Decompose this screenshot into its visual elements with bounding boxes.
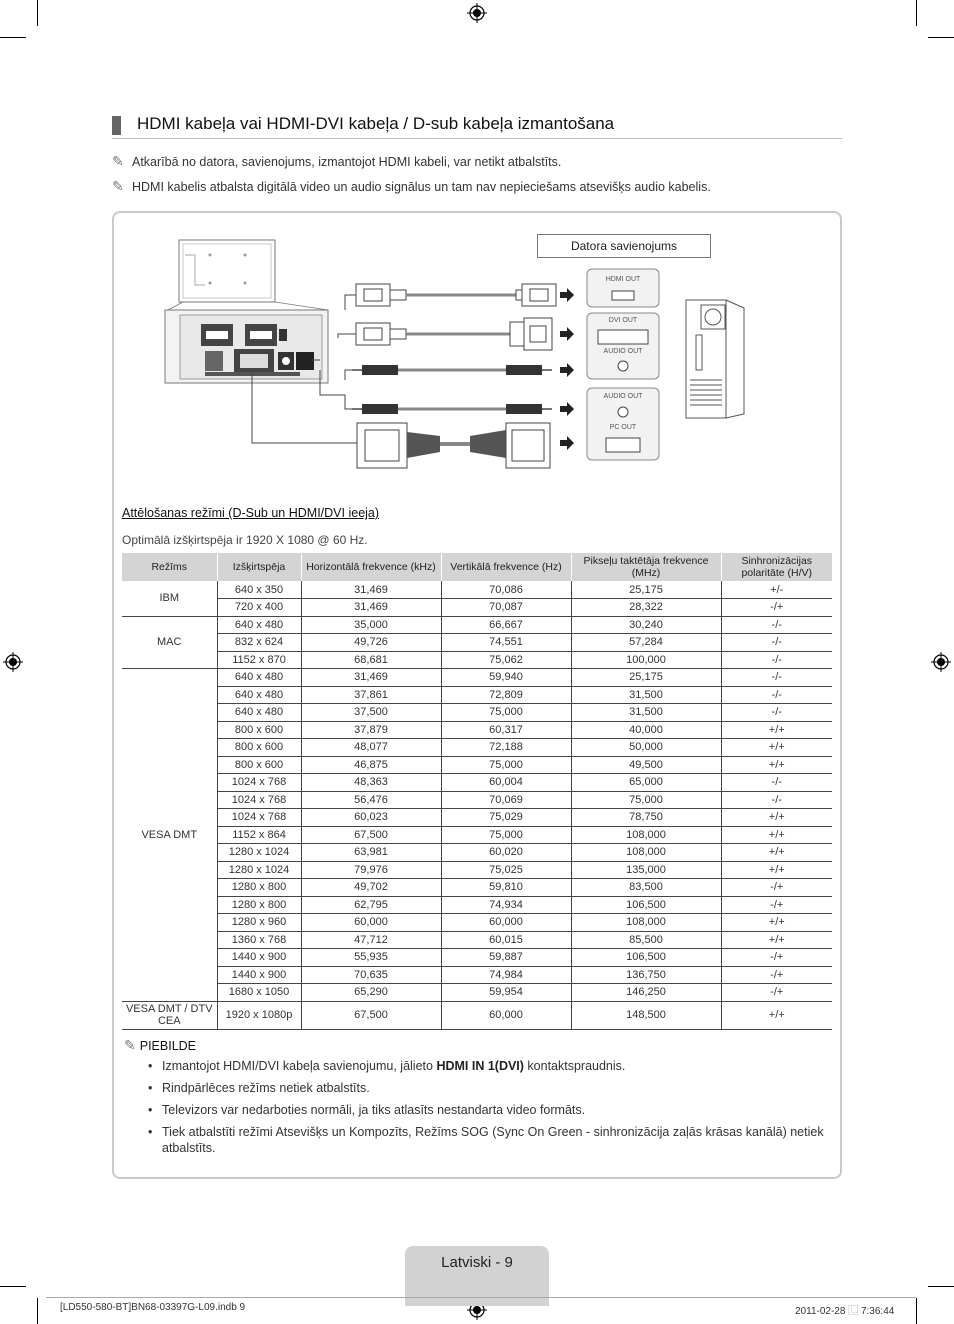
table-cell: 1920 x 1080p (217, 1001, 301, 1029)
hdmi-out-label: HDMI OUT (605, 276, 641, 283)
piebilde-heading (124, 1037, 196, 1054)
table-cell: 74,984 (441, 966, 571, 984)
table-row (122, 844, 832, 862)
table-cell: 57,284 (571, 634, 721, 652)
pc-connection-label: Datora savienojums (537, 234, 711, 258)
table-row (122, 914, 832, 932)
table-row (122, 616, 832, 634)
table-cell: 75,000 (441, 756, 571, 774)
table-cell: -/+ (721, 966, 832, 984)
table-cell: -/- (721, 774, 832, 792)
table-cell: 67,500 (301, 1001, 441, 1029)
table-cell: 75,000 (571, 791, 721, 809)
audio-out-label: AUDIO OUT (603, 348, 643, 355)
table-cell: 800 x 600 (217, 739, 301, 757)
table-cell: 31,500 (571, 686, 721, 704)
table-cell: +/+ (721, 914, 832, 932)
hdmi-dvi-cable-illustration (356, 318, 552, 350)
connection-diagram (0, 0, 954, 500)
table-cell: 49,726 (301, 634, 441, 652)
bullet-text: Rindpārlēces režīms netiek atbalstīts. (162, 1081, 370, 1095)
table-cell: +/+ (721, 739, 832, 757)
list-item (148, 1080, 828, 1096)
table-row (122, 721, 832, 739)
table-cell: 30,240 (571, 616, 721, 634)
pc-tower-illustration (686, 300, 744, 418)
table-row (122, 896, 832, 914)
column-header: Horizontālā frekvence (kHz) (301, 553, 441, 581)
table-cell: -/- (721, 791, 832, 809)
table-cell: 832 x 624 (217, 634, 301, 652)
piebilde-list (148, 1058, 828, 1162)
table-cell: -/- (721, 616, 832, 634)
table-cell: 148,500 (571, 1001, 721, 1029)
table-row (122, 931, 832, 949)
table-header-row (122, 553, 832, 581)
table-cell: 640 x 480 (217, 704, 301, 722)
table-cell: 1280 x 800 (217, 896, 301, 914)
table-cell: 1280 x 800 (217, 879, 301, 897)
table-cell: 59,954 (441, 984, 571, 1002)
bullet-text: Izmantojot HDMI/DVI kabeļa savienojumu, jālieto (162, 1059, 437, 1073)
table-cell: -/- (721, 651, 832, 669)
table-cell: +/+ (721, 931, 832, 949)
list-item (148, 1124, 828, 1156)
table-row (122, 756, 832, 774)
pencil-note-icon: ✎ (112, 153, 124, 169)
table-cell: 49,500 (571, 756, 721, 774)
page-number-label: Latviski - 9 (441, 1254, 513, 1271)
table-cell: 67,500 (301, 826, 441, 844)
table-cell: 59,940 (441, 669, 571, 687)
optimal-resolution-text: Optimālā izšķirtspēja ir 1920 X 1080 @ 60 Hz. (122, 533, 368, 547)
table-row (122, 879, 832, 897)
piebilde-title: PIEBILDE (139, 1039, 197, 1053)
table-cell: 146,250 (571, 984, 721, 1002)
crop-mark (37, 1298, 38, 1324)
table-cell: -/+ (721, 984, 832, 1002)
table-row (122, 861, 832, 879)
table-cell: 49,702 (301, 879, 441, 897)
table-cell: -/+ (721, 879, 832, 897)
table-cell: 59,810 (441, 879, 571, 897)
column-header: Pikseļu taktētāja frekvence (MHz) (571, 553, 721, 581)
table-row (122, 651, 832, 669)
table-row (122, 966, 832, 984)
column-header: Izšķirtspēja (217, 553, 301, 581)
table-row (122, 774, 832, 792)
audio-cable-illustration (352, 404, 552, 414)
column-header: Vertikālā frekvence (Hz) (441, 553, 571, 581)
table-cell: 1024 x 768 (217, 809, 301, 827)
column-header: Sinhronizācijas polaritāte (H/V) (721, 553, 832, 581)
table-cell: 72,809 (441, 686, 571, 704)
column-header: Režīms (122, 553, 217, 581)
table-cell: 136,750 (571, 966, 721, 984)
table-cell: 1024 x 768 (217, 791, 301, 809)
table-row (122, 826, 832, 844)
table-cell: 100,000 (571, 651, 721, 669)
table-cell: 55,935 (301, 949, 441, 967)
list-item (148, 1102, 828, 1118)
table-cell: 1280 x 960 (217, 914, 301, 932)
table-cell: 31,469 (301, 599, 441, 617)
table-cell: 31,469 (301, 581, 441, 599)
table-row (122, 809, 832, 827)
table-cell: 31,500 (571, 704, 721, 722)
table-cell: 40,000 (571, 721, 721, 739)
table-cell: 60,015 (441, 931, 571, 949)
table-cell: 48,077 (301, 739, 441, 757)
table-cell: 63,981 (301, 844, 441, 862)
mode-cell: MAC (122, 616, 217, 669)
table-cell: -/- (721, 704, 832, 722)
crop-mark (928, 1286, 954, 1287)
page-title: HDMI kabeļa vai HDMI-DVI kabeļa / D-sub kabeļa izmantošana (137, 114, 615, 133)
table-cell: 108,000 (571, 914, 721, 932)
table-row (122, 984, 832, 1002)
table-cell: 78,750 (571, 809, 721, 827)
tv-back-illustration (165, 240, 328, 383)
table-cell: 85,500 (571, 931, 721, 949)
table-cell: 1680 x 1050 (217, 984, 301, 1002)
table-cell: 640 x 480 (217, 669, 301, 687)
table-cell: 108,000 (571, 844, 721, 862)
table-cell: 108,000 (571, 826, 721, 844)
table-cell: 79,976 (301, 861, 441, 879)
table-cell: 75,025 (441, 861, 571, 879)
table-cell: 1024 x 768 (217, 774, 301, 792)
table-cell: 1280 x 1024 (217, 861, 301, 879)
crop-mark (0, 1286, 26, 1287)
table-cell: +/+ (721, 844, 832, 862)
bullet-bold-text: HDMI IN 1(DVI) (436, 1059, 524, 1073)
table-row (122, 704, 832, 722)
note-text: HDMI kabelis atbalsta digitālā video un audio signālus un tam nav nepieciešams atsevišķs audio kabelis. (132, 180, 711, 194)
table-cell: 74,551 (441, 634, 571, 652)
mode-cell: VESA DMT / DTV CEA (122, 1001, 217, 1029)
table-row (122, 599, 832, 617)
table-cell: 66,667 (441, 616, 571, 634)
modes-title: Attēlošanas režīmi (D-Sub un HDMI/DVI ieeja) (122, 506, 380, 520)
table-cell: 59,887 (441, 949, 571, 967)
table-cell: 106,500 (571, 896, 721, 914)
table-cell: 800 x 600 (217, 756, 301, 774)
table-cell: 70,069 (441, 791, 571, 809)
table-cell: +/+ (721, 861, 832, 879)
table-cell: 65,290 (301, 984, 441, 1002)
table-cell: 75,000 (441, 704, 571, 722)
pencil-note-icon: ✎ (124, 1037, 136, 1053)
table-cell: 50,000 (571, 739, 721, 757)
table-cell: +/+ (721, 826, 832, 844)
table-cell: -/- (721, 634, 832, 652)
table-cell: 60,000 (441, 1001, 571, 1029)
mode-cell: IBM (122, 581, 217, 616)
table-cell: +/+ (721, 809, 832, 827)
table-cell: 25,175 (571, 669, 721, 687)
table-cell: 60,000 (301, 914, 441, 932)
table-cell: 70,635 (301, 966, 441, 984)
table-cell: 75,029 (441, 809, 571, 827)
table-cell: 60,004 (441, 774, 571, 792)
table-cell: 60,000 (441, 914, 571, 932)
bullet-text: kontaktspraudnis. (523, 1059, 626, 1073)
table-cell: 62,795 (301, 896, 441, 914)
table-cell: 35,000 (301, 616, 441, 634)
table-cell: 65,000 (571, 774, 721, 792)
table-cell: 72,188 (441, 739, 571, 757)
table-cell: 31,469 (301, 669, 441, 687)
table-cell: 800 x 600 (217, 721, 301, 739)
mode-cell: VESA DMT (122, 669, 217, 1002)
table-cell: 640 x 350 (217, 581, 301, 599)
table-cell: +/+ (721, 721, 832, 739)
table-row (122, 686, 832, 704)
table-cell: -/+ (721, 599, 832, 617)
table-cell: 60,020 (441, 844, 571, 862)
table-cell: 1440 x 900 (217, 949, 301, 967)
pc-out-label: PC OUT (609, 424, 637, 431)
table-row (122, 669, 832, 687)
display-modes-table (122, 553, 832, 1030)
pc-port-panels (587, 269, 659, 460)
table-cell: -/+ (721, 896, 832, 914)
table-cell: 720 x 400 (217, 599, 301, 617)
table-cell: 135,000 (571, 861, 721, 879)
table-cell: 48,363 (301, 774, 441, 792)
table-cell: 56,476 (301, 791, 441, 809)
table-cell: -/- (721, 686, 832, 704)
dvi-out-label: DVI OUT (608, 317, 638, 324)
list-item (148, 1058, 828, 1074)
table-cell: -/+ (721, 949, 832, 967)
table-row (122, 581, 832, 599)
audio-out-label: AUDIO OUT (603, 393, 643, 400)
footer-date: 2011-02-28 ⿺ 7:36:44 (795, 1306, 895, 1317)
table-row (122, 739, 832, 757)
table-cell: 1440 x 900 (217, 966, 301, 984)
table-cell: 70,087 (441, 599, 571, 617)
table-cell: 70,086 (441, 581, 571, 599)
audio-cable-illustration (352, 365, 552, 375)
table-cell: 106,500 (571, 949, 721, 967)
table-cell: +/+ (721, 1001, 832, 1029)
table-cell: 60,023 (301, 809, 441, 827)
table-cell: 37,879 (301, 721, 441, 739)
registration-mark-icon (3, 652, 23, 672)
table-cell: +/+ (721, 756, 832, 774)
table-cell: 1152 x 864 (217, 826, 301, 844)
table-row (122, 1001, 832, 1029)
table-cell: -/- (721, 669, 832, 687)
arrow-icons (560, 288, 574, 450)
table-cell: 1152 x 870 (217, 651, 301, 669)
pencil-note-icon: ✎ (112, 178, 124, 194)
table-cell: 68,681 (301, 651, 441, 669)
bullet-text: Televizors var nedarboties normāli, ja tiks atlasīts nestandarta video formāts. (162, 1103, 586, 1117)
table-cell: 75,000 (441, 826, 571, 844)
table-cell: 75,062 (441, 651, 571, 669)
table-cell: 25,175 (571, 581, 721, 599)
table-row (122, 634, 832, 652)
footer-file-name: [LD550-580-BT]BN68-03397G-L09.indb 9 (60, 1302, 246, 1313)
table-cell: 74,934 (441, 896, 571, 914)
table-row (122, 791, 832, 809)
table-cell: 28,322 (571, 599, 721, 617)
table-cell: 83,500 (571, 879, 721, 897)
table-cell: 60,317 (441, 721, 571, 739)
dsub-cable-illustration (357, 423, 550, 468)
table-cell: 640 x 480 (217, 616, 301, 634)
table-cell: 640 x 480 (217, 686, 301, 704)
table-cell: 46,875 (301, 756, 441, 774)
table-cell: 37,500 (301, 704, 441, 722)
table-row (122, 949, 832, 967)
table-cell: 47,712 (301, 931, 441, 949)
table-cell: +/- (721, 581, 832, 599)
bullet-text: Tiek atbalstīti režīmi Atsevišķs un Kompozīts, Režīms SOG (Sync On Green - sinhronizācija zaļās krāsas kanālā) netiek atbalstīts. (162, 1125, 824, 1155)
table-cell: 37,861 (301, 686, 441, 704)
table-cell: 1280 x 1024 (217, 844, 301, 862)
footer-divider (46, 1297, 916, 1298)
table-body (122, 581, 832, 1029)
crop-mark (916, 1298, 917, 1324)
registration-mark-icon (931, 652, 951, 672)
table-cell: 1360 x 768 (217, 931, 301, 949)
note-text: Atkarībā no datora, savienojums, izmantojot HDMI kabeli, var netikt atbalstīts. (132, 155, 562, 169)
hdmi-cable-illustration (356, 284, 556, 306)
